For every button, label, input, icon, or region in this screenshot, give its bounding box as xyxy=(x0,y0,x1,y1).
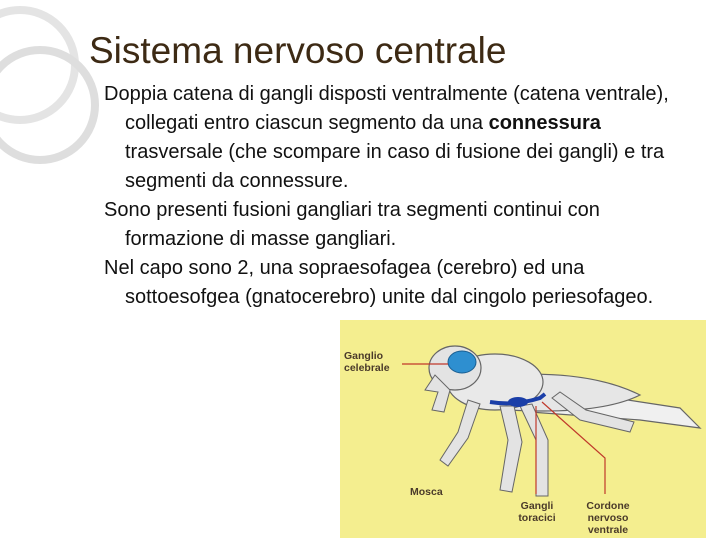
paragraph-2: Sono presenti fusioni gangliari tra segmenti continui con formazione di masse gangliari. xyxy=(104,199,600,250)
paragraph-1-text-a: Doppia catena di gangli disposti ventralmente (catena ventrale), collegati entro ciascun segmento da una xyxy=(104,83,669,134)
label-mosca: Mosca xyxy=(410,486,443,498)
cerebral-ganglion xyxy=(448,351,476,373)
label-cordone-nervoso-ventrale: Cordone nervoso ventrale xyxy=(586,500,630,536)
label-gangli-toracici: Gangli toracici xyxy=(518,500,556,524)
paragraph-3: Nel capo sono 2, una sopraesofagea (cerebro) ed una sottoesofgea (gnatocerebro) unite dal cingolo periesofageo. xyxy=(104,257,654,308)
paragraph-1-text-b: trasversale (che scompare in caso di fusione dei gangli) e tra segmenti da connessure. xyxy=(125,141,665,192)
thoracic-ganglia xyxy=(508,397,528,407)
fly-nervous-system-figure xyxy=(340,320,706,538)
paragraph-1 xyxy=(104,80,704,196)
paragraph-1-bold-term: connessura xyxy=(488,112,601,134)
slide-body xyxy=(104,80,704,312)
fly-leg-mid xyxy=(500,406,522,492)
fly-leg-mid-2 xyxy=(520,404,548,496)
label-ganglio-celebrale: Ganglio celebrale xyxy=(344,350,390,374)
slide-title: Sistema nervoso centrale xyxy=(89,30,507,71)
fly-leg-front xyxy=(440,400,480,466)
